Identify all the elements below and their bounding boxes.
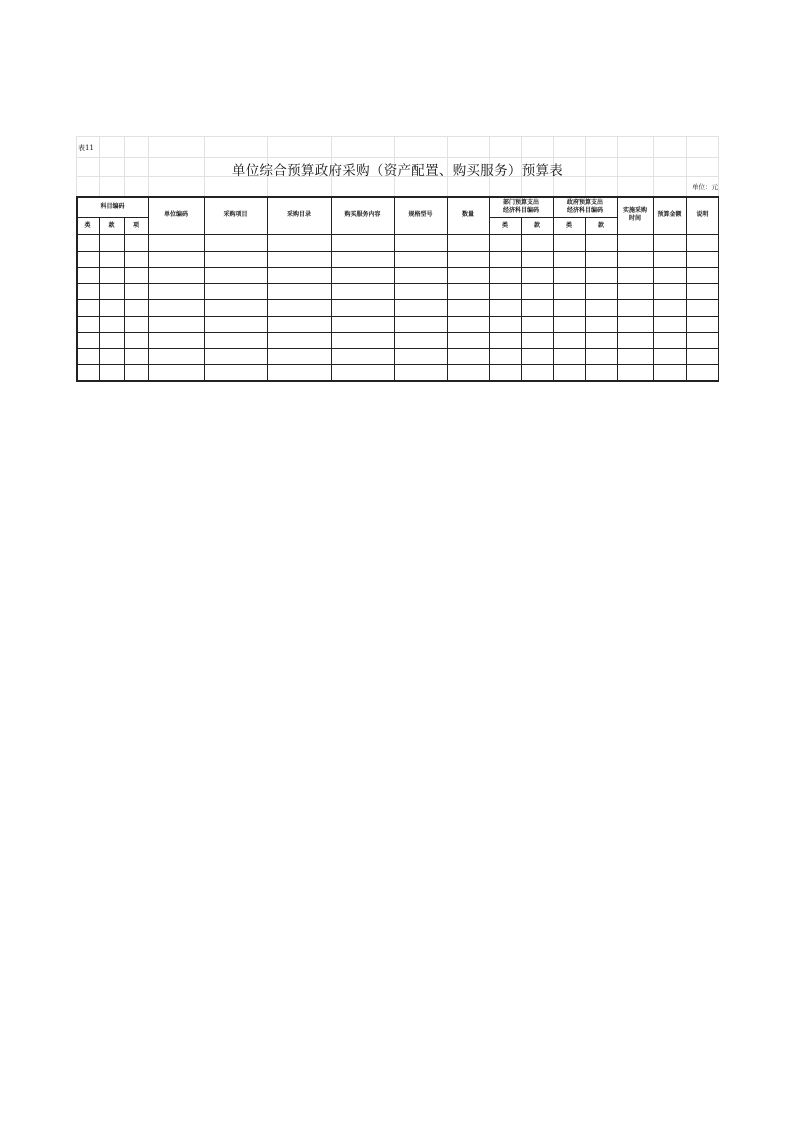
page-title: 单位综合预算政府采购（资产配置、购买服务）预算表	[231, 163, 564, 179]
header-dept-lei: 类	[501, 221, 508, 229]
header-gov-econ-code-line1: 政府预算支出	[566, 199, 603, 206]
header-dept-econ-code-line2: 经济科目编码	[502, 207, 539, 214]
header-lei: 类	[84, 221, 91, 229]
header-gov-econ-code-line2: 经济科目编码	[566, 207, 603, 214]
header-spec-model: 规格型号	[408, 211, 433, 218]
header-gov-kuan: 款	[597, 221, 604, 229]
header-purchase-catalog: 采购目录	[286, 211, 311, 218]
header-dept-kuan: 款	[533, 221, 540, 229]
header-service-content: 购买服务内容	[344, 211, 381, 218]
header-dept-econ-code	[489, 199, 553, 215]
header-xiang: 项	[132, 221, 139, 229]
header-dept-econ-code-line1: 部门预算支出	[502, 199, 539, 206]
header-budget-amount: 预算金额	[657, 211, 682, 218]
header-purchase-project: 采购项目	[223, 211, 248, 218]
header-impl-time-line2: 时间	[628, 215, 641, 222]
header-impl-time	[617, 196, 653, 234]
header-kuan: 款	[108, 221, 115, 229]
header-gov-lei: 类	[565, 221, 572, 229]
header-gov-econ-code	[553, 199, 617, 215]
table-number: 表11	[78, 144, 94, 152]
budget-table	[76, 196, 719, 382]
header-quantity: 数量	[461, 211, 474, 218]
unit-label: 单位：元	[692, 183, 718, 191]
header-impl-time-line1: 实施采购	[622, 207, 647, 214]
header-subject-code: 科目编码	[100, 202, 125, 210]
header-unit-code: 单位编码	[163, 211, 188, 218]
header-remark: 说明	[696, 211, 709, 218]
